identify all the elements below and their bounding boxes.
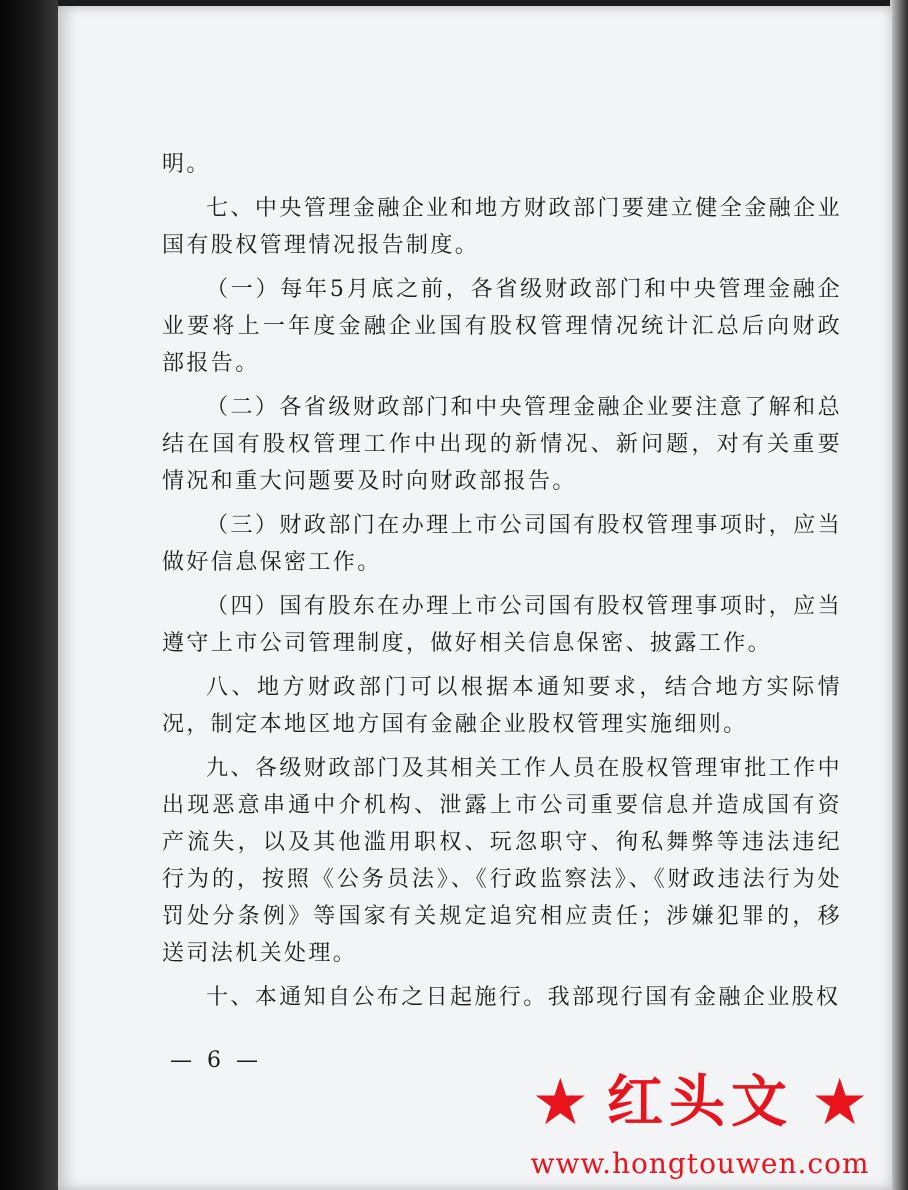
scan-right-border bbox=[890, 0, 908, 1190]
paragraph-continuation: 明。 bbox=[162, 152, 211, 177]
star-icon: ★ bbox=[811, 1066, 869, 1140]
paragraph-seven-item-3: （三）财政部门在办理上市公司国有股权管理事项时，应当做好信息保密工作。 bbox=[162, 513, 842, 575]
body-text bbox=[162, 146, 842, 1023]
watermark bbox=[500, 1068, 900, 1186]
paragraph-seven-item-4: （四）国有股东在办理上市公司国有股权管理事项时，应当遵守上市公司管理制度，做好相关信息保密、披露工作。 bbox=[162, 594, 842, 656]
paragraph-seven-item-1: （一）每年5月底之前，各省级财政部门和中央管理金融企业要将上一年度金融企业国有股权管理情况统计汇总后向财政部报告。 bbox=[162, 277, 842, 376]
page-number: — 6 — bbox=[170, 1048, 262, 1073]
paragraph-eight: 八、地方财政部门可以根据本通知要求，结合地方实际情况，制定本地区地方国有金融企业股权管理实施细则。 bbox=[162, 675, 842, 737]
paragraph-seven-item-2: （二）各省级财政部门和中央管理金融企业要注意了解和总结在国有股权管理工作中出现的新情况、新问题，对有关重要情况和重大问题要及时向财政部报告。 bbox=[162, 395, 842, 494]
watermark-title-row bbox=[500, 1068, 900, 1138]
paragraph-seven: 七、中央管理金融企业和地方财政部门要建立健全金融企业国有股权管理情况报告制度。 bbox=[162, 196, 842, 258]
document-page bbox=[58, 6, 892, 1190]
star-icon: ★ bbox=[531, 1066, 589, 1140]
watermark-title: 红头文 bbox=[607, 1070, 793, 1135]
paragraph-ten: 十、本通知自公布之日起施行。我部现行国有金融企业股权 bbox=[206, 985, 841, 1010]
scan-left-border bbox=[0, 0, 58, 1190]
paragraph-nine: 九、各级财政部门及其相关工作人员在股权管理审批工作中出现恶意串通中介机构、泄露上市公司重要信息并造成国有资产流失，以及其他滥用职权、玩忽职守、徇私舞弊等违法违纪行为的，按照《公务员法》、《行政监察法》、《财政违法行为处罚处分条例》等国家有关规定追究相应责任；涉嫌犯罪的，移送司法机关处理。 bbox=[162, 756, 842, 966]
watermark-url: www.hongtouwen.com bbox=[530, 1147, 870, 1180]
